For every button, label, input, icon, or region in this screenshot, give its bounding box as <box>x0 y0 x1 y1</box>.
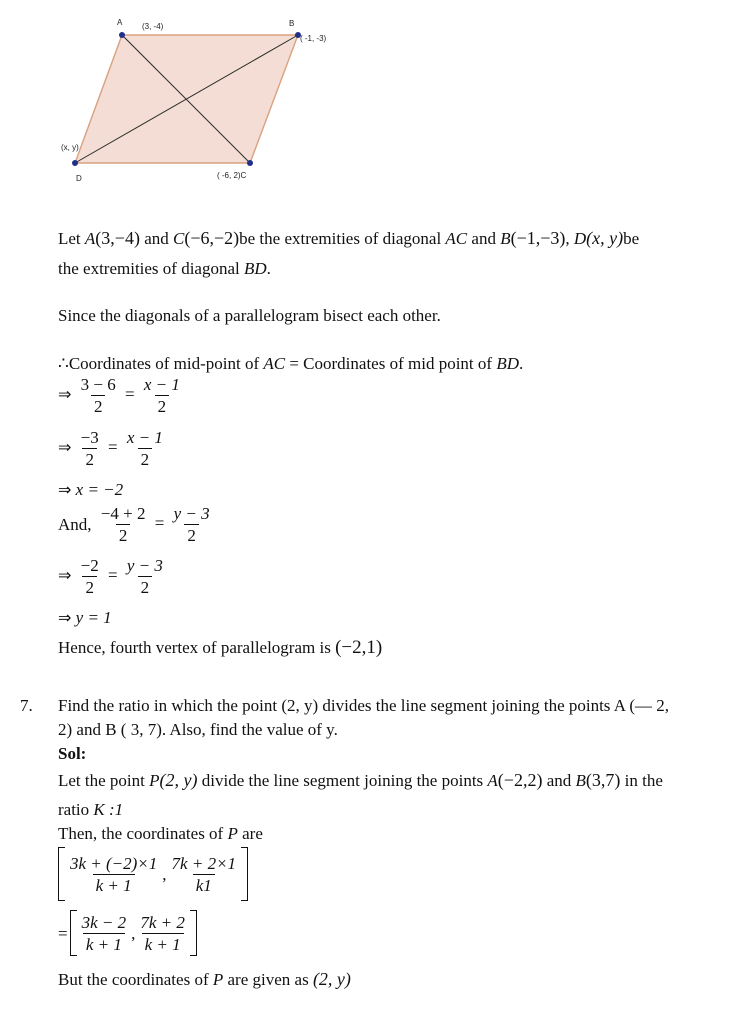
para1-line1: Let A(3,−4) and C(−6,−2)be the extremities of diagonal AC and B(−1,−3), D(x, y)be <box>58 228 640 248</box>
q7-number: 7. <box>20 696 33 715</box>
para3: ∴Coordinates of mid-point of AC = Coordinates of mid point of BD. <box>58 354 524 373</box>
frac-5b: $\frac{y - 3}{2}$ <box>126 556 163 597</box>
vertex-d <box>72 160 78 166</box>
eq1: ⇒ $\frac{3 - 6}{2}$ = $\frac{x - 1}{2}$ <box>58 376 185 415</box>
frac-2a: $\frac{-3}{2}$ <box>80 428 99 469</box>
frac-1b: $\frac{x - 1}{2}$ <box>143 375 180 416</box>
frac-2b: $\frac{x - 1}{2}$ <box>126 428 163 469</box>
label-b: B <box>289 19 295 28</box>
label-d-coords: (x, y) <box>61 143 79 152</box>
q7-line1: Find the ratio in which the point (2, y) divides the line segment joining the points A (— 2, <box>58 696 669 715</box>
q7-ratio-line: ratio K :1 <box>58 800 124 819</box>
q7-formula1: $\frac{3k + (-2)\times 1}{k + 1}$ , $\frac{7k + 2\times 1}{k1}$ <box>58 847 248 901</box>
frac-q7-1b: $\frac{7k + 2\times 1}{k1}$ <box>171 853 237 895</box>
frac-q7-2a: $\frac{3k - 2}{k + 1}$ <box>81 912 127 954</box>
q7-sol: Sol: <box>58 744 87 763</box>
eq6: ⇒ y = 1 <box>58 608 112 627</box>
hence-line: Hence, fourth vertex of parallelogram is (−2,1) <box>58 637 383 658</box>
frac-q7-2b: $\frac{7k + 2}{k + 1}$ <box>140 912 185 954</box>
frac-1a: $\frac{3 - 6}{2}$ <box>80 375 116 416</box>
label-b-coords: ( -1, -3) <box>300 34 327 43</box>
eq4: And, $\frac{-4 + 2}{2}$ = $\frac{y - 3}{2}$ <box>58 505 215 544</box>
label-c: ( -6, 2)C <box>217 171 247 180</box>
label-a: A <box>117 18 123 27</box>
eq3: ⇒ x = −2 <box>58 480 124 499</box>
label-d: D <box>76 174 82 183</box>
q7-but-line: But the coordinates of P are given as (2, y) <box>58 969 351 989</box>
vertex-a <box>119 32 125 38</box>
para2: Since the diagonals of a parallelogram bisect each other. <box>58 306 441 325</box>
vertex-c <box>247 160 253 166</box>
label-a-coords: (3, -4) <box>142 22 164 31</box>
eq2: ⇒ $\frac{-3}{2}$ = $\frac{x - 1}{2}$ <box>58 429 168 468</box>
parallelogram-figure <box>60 14 350 190</box>
q7-formula2: = $\frac{3k - 2}{k + 1}$ , $\frac{7k + 2}{k + 1}$ <box>58 910 197 956</box>
q7-then-line: Then, the coordinates of P are <box>58 824 263 843</box>
frac-5a: $\frac{-2}{2}$ <box>80 556 99 597</box>
frac-q7-1a: $\frac{3k + (-2)\times 1}{k + 1}$ <box>70 853 158 895</box>
para1-line2: the extremities of diagonal BD. <box>58 259 271 278</box>
frac-4b: $\frac{y - 3}{2}$ <box>173 504 210 545</box>
eq5: ⇒ $\frac{-2}{2}$ = $\frac{y - 3}{2}$ <box>58 557 168 596</box>
frac-4a: $\frac{-4 + 2}{2}$ <box>100 504 146 545</box>
q7-line2: 2) and B ( 3, 7). Also, find the value of y. <box>58 720 338 739</box>
q7-let-line: Let the point P(2, y) divide the line segment joining the points A(−2,2) and B(3,7) in the <box>58 770 663 790</box>
